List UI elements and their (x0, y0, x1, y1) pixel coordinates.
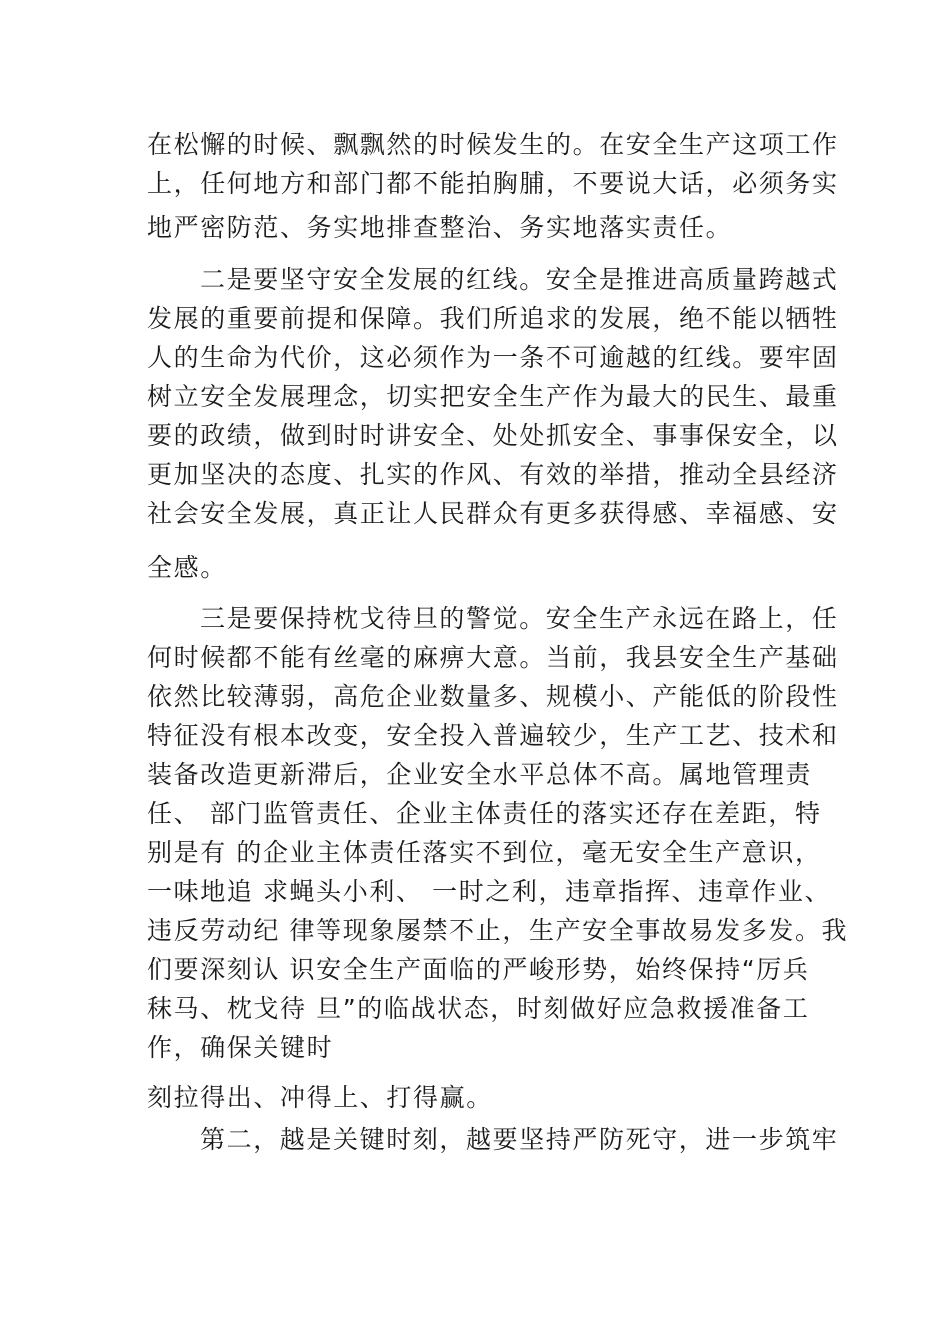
text-line: 全感。 (147, 553, 227, 582)
text-line: 任、 部门监管责任、企业主体责任的落实还存在差距，特 (147, 799, 822, 828)
paragraph-start: 第二，越是关键时刻，越要坚持严防死守，进一步筑牢 (200, 1125, 839, 1154)
paragraph-start: 二是要坚守安全发展的红线。安全是推进高质量跨越式 (200, 265, 839, 294)
text-line: 社会安全发展，真正让人民群众有更多获得感、幸福感、安 (147, 499, 839, 528)
paragraph-start: 三是要保持枕戈待旦的警觉。安全生产永远在路上，任 (200, 604, 839, 633)
text-line: 要的政绩，做到时时讲安全、处处抓安全、事事保安全，以 (147, 421, 839, 450)
text-line: 秣马、枕戈待 旦”的临战状态，时刻做好应急救援准备工 (147, 994, 810, 1023)
text-line: 刻拉得出、冲得上、打得赢。 (147, 1083, 493, 1112)
text-line: 们要深刻认 识安全生产面临的严峻形势，始终保持“厉兵 (147, 955, 810, 984)
text-line: 人的生命为代价，这必须作为一条不可逾越的红线。要牢固 (147, 343, 839, 372)
text-line: 依然比较薄弱，高危企业数量多、规模小、产能低的阶段性 (147, 682, 839, 711)
text-line: 地严密防范、务实地排查整治、务实地落实责任。 (147, 213, 733, 242)
text-line: 一味地追 求蝇头小利、 一时之利，违章指挥、违章作业、 (147, 877, 832, 906)
text-line: 特征没有根本改变，安全投入普遍较少，生产工艺、技术和 (147, 721, 839, 750)
text-line: 在松懈的时候、飘飘然的时候发生的。在安全生产这项工作 (147, 130, 839, 159)
text-line: 更加坚决的态度、扎实的作风、有效的举措，推动全县经济 (147, 460, 839, 489)
text-line: 发展的重要前提和保障。我们所追求的发展，绝不能以牺牲 (147, 304, 839, 333)
text-line: 别是有 的企业主体责任落实不到位，毫无安全生产意识， (147, 838, 822, 867)
text-line: 树立安全发展理念，切实把安全生产作为最大的民生、最重 (147, 382, 839, 411)
text-line: 上，任何地方和部门都不能拍胸脯，不要说大话，必须务实 (147, 169, 839, 198)
text-line: 违反劳动纪 律等现象屡禁不止，生产安全事故易发多发。我 (147, 916, 849, 945)
text-line: 装备改造更新滞后，企业安全水平总体不高。属地管理责 (147, 760, 813, 789)
text-line: 作，确保关键时 (147, 1033, 334, 1062)
text-line: 何时候都不能有丝毫的麻痹大意。当前，我县安全生产基础 (147, 643, 839, 672)
